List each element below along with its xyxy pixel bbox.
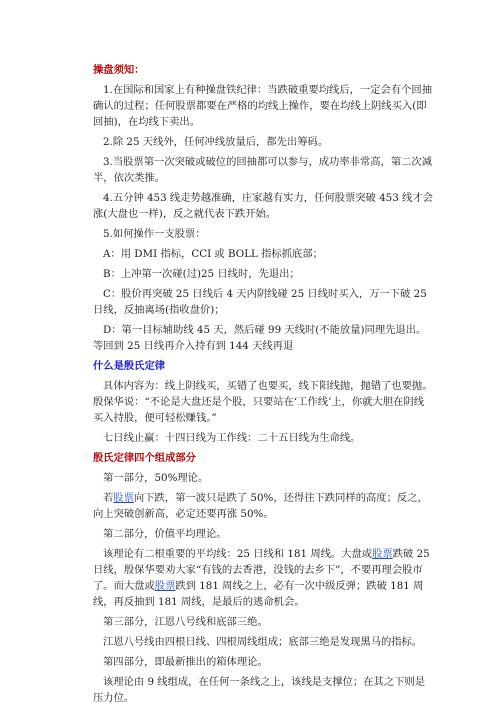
paragraph-fifty-percent bbox=[93, 490, 433, 522]
text-span: 向下跌，第一波只是跌了 50%，还得往下跌同样的高度；反之，向上突破创新高，必定还要再涨 50%。 bbox=[93, 492, 428, 520]
text-span: 跌到 181 周线之上，必有一次中级反弹；跌破 181 周线，再反抽到 181 周线，是最后的逃命机会。 bbox=[93, 580, 424, 608]
paragraph-rule-5d: D：第一目标辅助线 45 天，然后碰 99 天线时(不能放量)同理先退出。等回到 25 日线再介入持有到 144 天线再退 bbox=[93, 324, 427, 352]
stock-link[interactable]: 股票 bbox=[372, 548, 393, 560]
paragraph-rule-5b: B：上冲第一次碰(过)25 日线时，先退出； bbox=[103, 268, 300, 280]
paragraph-box-theory: 该理论由 9 线组成，在任何一条线之上，该线是支撑位；在其之下则是压力位。 bbox=[93, 676, 426, 704]
paragraph-gann-line: 江恩八号线由四根日线、四根周线组成；底部三绝是发现黑马的指标。 bbox=[103, 636, 423, 648]
paragraph-part-4: 第四部分，即最新推出的箱体理论。 bbox=[103, 656, 268, 668]
paragraph-part-3: 第三部分，江恩八号线和底部三绝。 bbox=[103, 616, 268, 628]
paragraph-rule-3: 3.当股票第一次突破或破位的回抽都可以参与，成功率非常高，第二次减半，依次类推。 bbox=[93, 156, 433, 184]
text-span: 若 bbox=[103, 492, 114, 504]
paragraph-rule-4: 4.五分钟 453 线走势越准确，庄家越有实力，任何股票突破 453 线才会涨(大盘也一样)，反之就代表下跌开始。 bbox=[93, 192, 433, 220]
paragraph-value-average bbox=[93, 546, 433, 610]
stock-link[interactable]: 股票 bbox=[154, 580, 176, 592]
paragraph-part-2: 第二部分，价值平均理论。 bbox=[103, 528, 227, 540]
document-body bbox=[93, 62, 433, 706]
section-heading-trading-notes: 操盘须知： bbox=[93, 64, 145, 76]
stock-link[interactable]: 股票 bbox=[113, 492, 134, 504]
paragraph-rule-5a: A：用 DMI 指标，CCI 或 BOLL 指标抓底部； bbox=[103, 248, 323, 260]
paragraph-part-1: 第一部分，50%理论。 bbox=[103, 472, 209, 484]
paragraph-rule-2: 2.除 25 天线外，任何冲线放量后，都先出筹码。 bbox=[103, 136, 329, 148]
paragraph-rule-5: 5.如何操作一支股票： bbox=[103, 228, 206, 240]
paragraph-rule-5c: C：股价再突破 25 日线后 4 天内阴线碰 25 日线时买入，万一下破 25 日线，反抽离场(指收盘价)； bbox=[93, 288, 427, 316]
paragraph-moving-averages: 七日线止赢：十四日线为工作线：二十五日线为生命线。 bbox=[103, 432, 361, 444]
text-span: 该理论有二根重要的平均线：25 日线和 181 周线。大盘或 bbox=[103, 548, 373, 560]
paragraph-yin-law-content: 具体内容为：线上阴线买，买错了也要买，线下阳线抛，抛错了也要抛。殷保华说：“不论是大盘还是个股，只要站在‘工作线’上，你就大胆在阴线买入持股，便可轻松赚钱。” bbox=[93, 380, 433, 424]
section-heading-four-parts: 殷氏定律四个组成部分 bbox=[93, 452, 196, 464]
paragraph-rule-1: 1.在国际和国家上有种操盘铁纪律：当跌破重要均线后，一定会有个回抽确认的过程；任何股票都要在严格的均线上操作，要在均线上阴线买入(即回抽)，在均线下卖出。 bbox=[93, 84, 433, 128]
text-span: 跌破 25 日线，殷保华要劝大家“有钱的去香港，没钱的去乡下”，不要再理会股市了。而大盘或 bbox=[93, 548, 430, 592]
section-heading-yin-law: 什么是殷氏定律 bbox=[93, 360, 166, 372]
